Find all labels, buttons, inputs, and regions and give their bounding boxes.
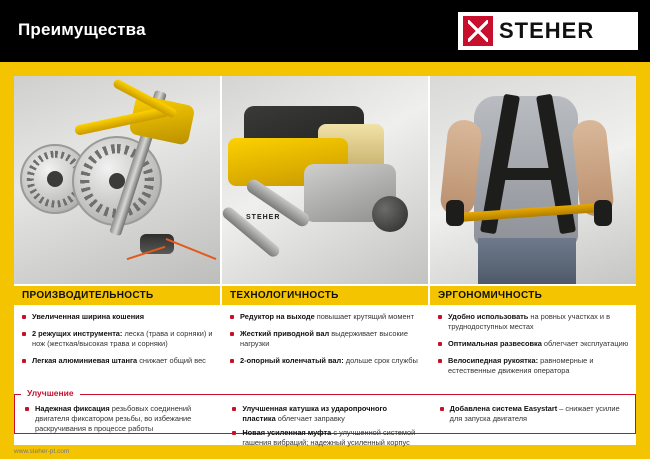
starter-handle	[372, 196, 408, 232]
photo-row	[14, 76, 636, 284]
feature-column-title: ЭРГОНОМИЧНОСТЬ	[438, 290, 543, 301]
feature-column-title: ПРОИЗВОДИТЕЛЬНОСТЬ	[22, 290, 154, 301]
brand-name: STEHER	[499, 18, 595, 43]
footer-website[interactable]: www.steher-pt.com	[14, 448, 70, 455]
feature-bullet-list	[222, 305, 428, 366]
improvement-bullet: Добавлена система Easystart – снижает усилие для запуска двигателя	[438, 404, 629, 424]
feature-column-ergonomics	[430, 286, 636, 396]
feature-bullet: Удобно использовать на ровных участках и в труднодоступных местах	[436, 312, 630, 332]
feature-columns	[14, 286, 636, 396]
yellow-frame	[0, 62, 650, 459]
engine-brand-mark: STEHER	[246, 214, 281, 221]
feature-bullet: 2-опорный коленчатый вал: дольше срок службы	[228, 356, 422, 366]
operator-legs	[478, 238, 576, 284]
feature-bullet: Велосипедная рукоятка: равномерные и естественные движения оператора	[436, 356, 630, 376]
content-area	[14, 76, 636, 445]
handle-grip-left	[446, 200, 464, 226]
improvement-bullet: Надежная фиксация резьбовых соединений двигателя фиксатором резьбы, во избежание раскручивания в процессе работы	[23, 404, 214, 434]
feature-column-header	[430, 286, 636, 305]
feature-column-header	[222, 286, 428, 305]
handle-grip-right	[594, 200, 612, 226]
photo-engine-gearbox	[222, 76, 428, 284]
improvement-columns	[15, 404, 637, 452]
improvement-label: Улучшение	[21, 388, 80, 398]
feature-bullet-list	[14, 305, 220, 366]
brand-logo	[458, 12, 638, 50]
steher-diamond-icon	[463, 16, 493, 46]
harness-chest-strap	[494, 168, 564, 180]
feature-column-title: ТЕХНОЛОГИЧНОСТЬ	[230, 290, 339, 301]
photo-operator-harness	[430, 76, 636, 284]
improvement-column-2	[222, 404, 429, 452]
feature-bullet-list	[430, 305, 636, 376]
page-title: Преимущества	[18, 20, 146, 39]
feature-bullet: Редуктор на выходе повышает крутящий момент	[228, 312, 422, 322]
photo-trimmer-head-blades	[14, 76, 220, 284]
page-header	[0, 0, 650, 62]
feature-bullet: 2 режущих инструмента: леска (трава и сорняки) и нож (жесткая/высокая трава и сорняки)	[20, 329, 214, 349]
feature-bullet: Оптимальная развесовка облегчает эксплуатацию	[436, 339, 630, 349]
improvement-column-3	[430, 404, 637, 452]
feature-bullet: Легкая алюминиевая штанга снижает общий вес	[20, 356, 214, 366]
improvement-column-1	[15, 404, 222, 452]
feature-column-header	[14, 286, 220, 305]
feature-column-technology	[222, 286, 428, 396]
feature-bullet: Жесткий приводной вал выдерживает высокие нагрузки	[228, 329, 422, 349]
feature-bullet: Увеличенная ширина кошения	[20, 312, 214, 322]
improvement-box	[14, 388, 636, 447]
improvement-bullet: Улучшенная катушка из ударопрочного пластика облегчает заправку	[230, 404, 421, 424]
feature-column-performance	[14, 286, 220, 396]
improvement-bullet: Новая усиленная муфта с улучшенной системой гашения вибраций; надежный усиленный корпус	[230, 428, 421, 448]
